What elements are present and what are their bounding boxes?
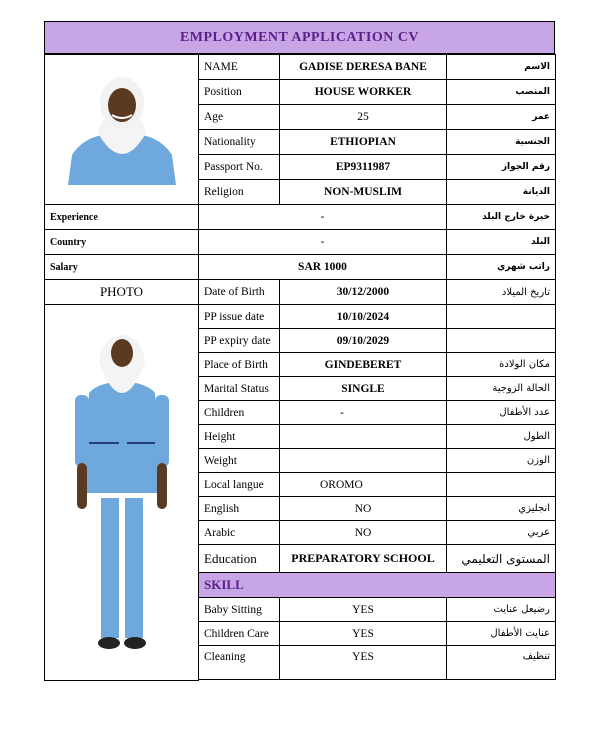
skill-label-ar: تنظيف (447, 646, 556, 680)
name-label-ar: الاسم (447, 55, 556, 80)
pp-issue-value: 10/10/2024 (280, 305, 447, 329)
local-lang-value: OROMO (280, 473, 447, 497)
position-label: Position (199, 80, 280, 105)
dob-label-ar: تاريخ الميلاد (447, 280, 556, 305)
nationality-value: ETHIOPIAN (280, 130, 447, 155)
cv-sheet (44, 21, 555, 681)
local-lang-label: Local langue (199, 473, 280, 497)
skill-value: YES (280, 646, 447, 680)
marital-label-ar: الحالة الزوجية (447, 377, 556, 401)
country-value: - (199, 230, 447, 255)
religion-label-ar: الديانة (447, 180, 556, 205)
name-label: NAME (199, 55, 280, 80)
marital-value: SINGLE (280, 377, 447, 401)
marital-label: Marital Status (199, 377, 280, 401)
skill-label-ar: عنايت الأطفال (447, 622, 556, 646)
religion-label: Religion (199, 180, 280, 205)
local-lang-label-ar (447, 473, 556, 497)
skill-label: Cleaning (199, 646, 280, 680)
fullbody-image (67, 323, 177, 663)
pob-label-ar: مكان الولادة (447, 353, 556, 377)
arabic-value: NO (280, 521, 447, 545)
english-label-ar: انجليزي (447, 497, 556, 521)
passport-label-ar: رقم الجواز (447, 155, 556, 180)
children-value: - (280, 401, 447, 425)
skill-value: YES (280, 598, 447, 622)
skill-label-ar: رضيعل عنايت (447, 598, 556, 622)
pp-expiry-value: 09/10/2029 (280, 329, 447, 353)
passport-value: EP9311987 (280, 155, 447, 180)
pp-expiry-label-ar (447, 329, 556, 353)
salary-label: Salary (45, 255, 199, 280)
children-label: Children (199, 401, 280, 425)
education-label-ar: المستوى التعليمي (447, 545, 556, 573)
english-value: NO (280, 497, 447, 521)
cv-title: EMPLOYMENT APPLICATION CV (44, 21, 555, 54)
fullbody-photo (45, 305, 199, 681)
english-label: English (199, 497, 280, 521)
arabic-label-ar: عربي (447, 521, 556, 545)
experience-value: - (199, 205, 447, 230)
salary-label-ar: راتب شهري (447, 255, 556, 280)
salary-value: SAR 1000 (199, 255, 447, 280)
dob-value: 30/12/2000 (280, 280, 447, 305)
experience-label-ar: خبرة خارج البلد (447, 205, 556, 230)
position-value: HOUSE WORKER (280, 80, 447, 105)
children-label-ar: عدد الأطفال (447, 401, 556, 425)
skill-label: Children Care (199, 622, 280, 646)
skill-value: YES (280, 622, 447, 646)
education-label: Education (199, 545, 280, 573)
passport-label: Passport No. (199, 155, 280, 180)
pob-value: GINDEBERET (280, 353, 447, 377)
pp-expiry-label: PP expiry date (199, 329, 280, 353)
height-value (280, 425, 447, 449)
height-label: Height (199, 425, 280, 449)
religion-value: NON-MUSLIM (280, 180, 447, 205)
skill-label: Baby Sitting (199, 598, 280, 622)
headshot-image (62, 75, 182, 185)
name-value: GADISE DERESA BANE (280, 55, 447, 80)
age-label: Age (199, 105, 280, 130)
experience-label: Experience (45, 205, 199, 230)
country-label-ar: البلد (447, 230, 556, 255)
headshot-photo (45, 55, 199, 205)
weight-label: Weight (199, 449, 280, 473)
pp-issue-label-ar (447, 305, 556, 329)
nationality-label-ar: الجنسية (447, 130, 556, 155)
education-value: PREPARATORY SCHOOL (280, 545, 447, 573)
cv-table (44, 54, 556, 681)
skill-header: SKILL (199, 573, 556, 598)
nationality-label: Nationality (199, 130, 280, 155)
position-label-ar: المنصب (447, 80, 556, 105)
country-label: Country (45, 230, 199, 255)
pob-label: Place of Birth (199, 353, 280, 377)
photo-label: PHOTO (45, 280, 199, 305)
weight-value (280, 449, 447, 473)
age-value: 25 (280, 105, 447, 130)
age-label-ar: عمر (447, 105, 556, 130)
dob-label: Date of Birth (199, 280, 280, 305)
arabic-label: Arabic (199, 521, 280, 545)
pp-issue-label: PP issue date (199, 305, 280, 329)
weight-label-ar: الوزن (447, 449, 556, 473)
height-label-ar: الطول (447, 425, 556, 449)
